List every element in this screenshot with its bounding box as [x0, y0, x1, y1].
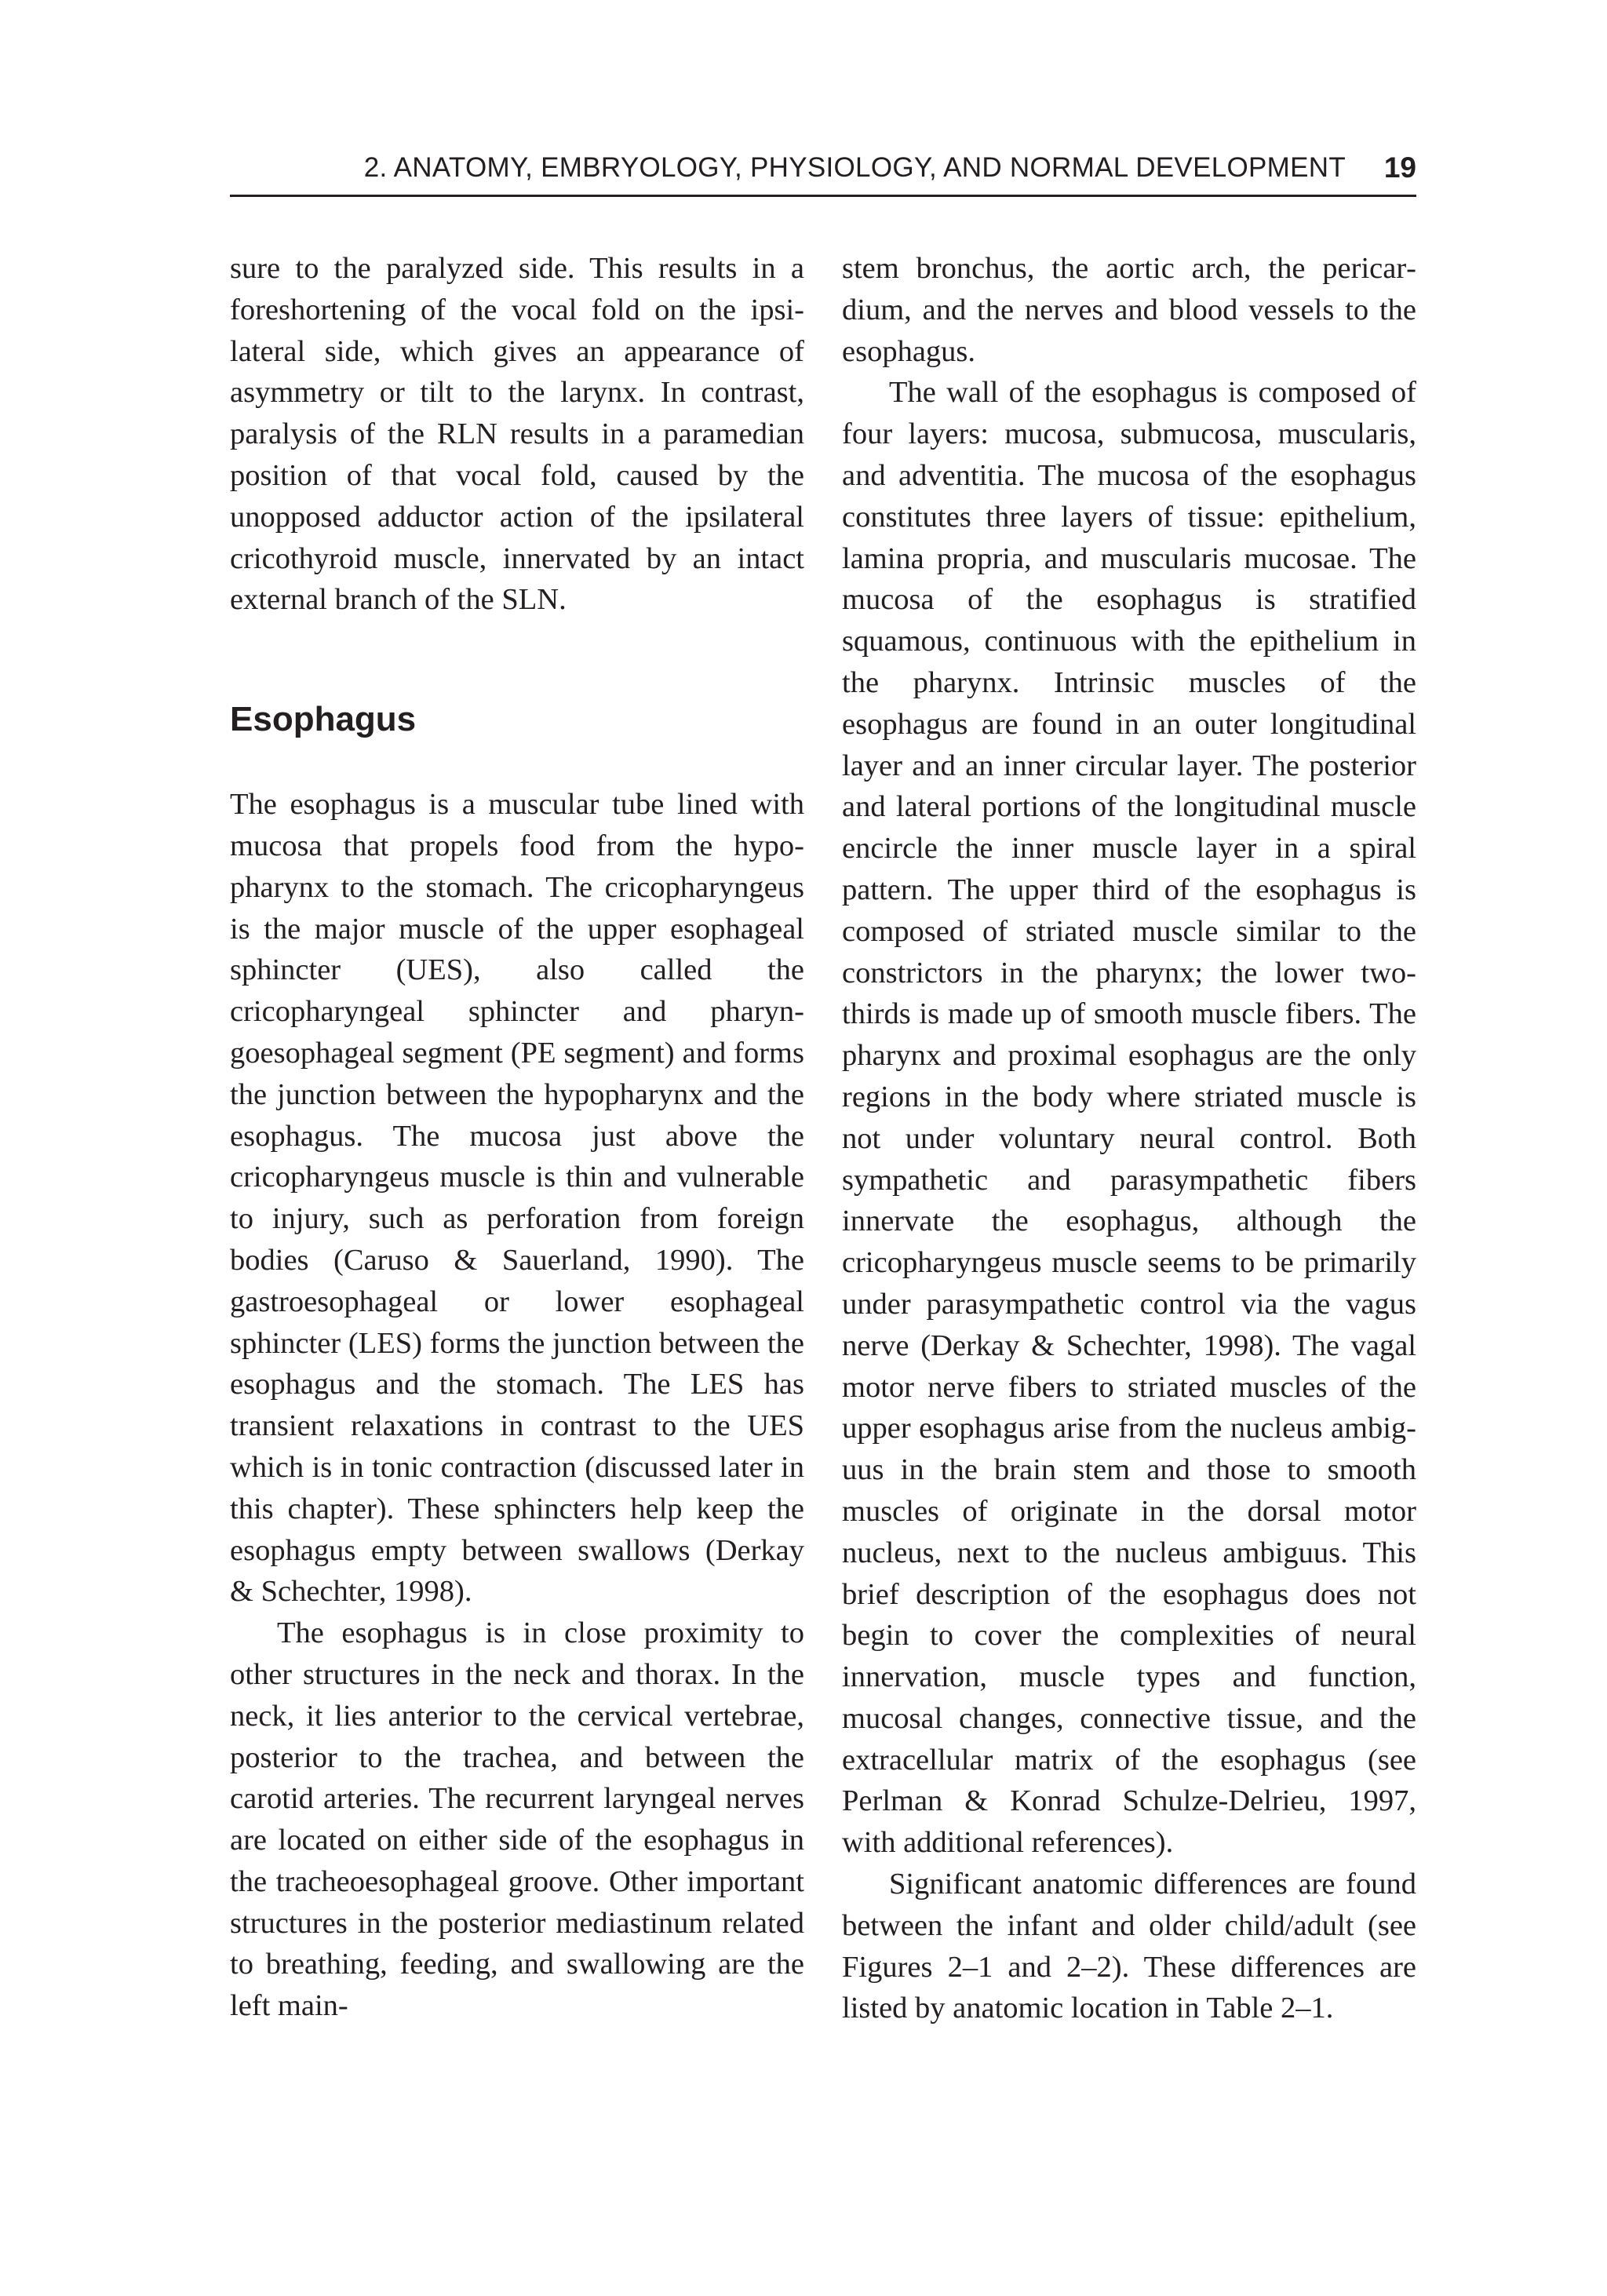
right-column — [842, 248, 1416, 2029]
running-head — [230, 151, 1416, 197]
section-heading-esophagus: Esophagus — [230, 700, 417, 739]
paragraph-esophagus-wall: The wall of the esophagus is composed of four layers: mucosa, submucosa, muscularis, and adventitia. The mucosa of the esophagus constitutes three layers of tissue: epithelium, lamina propria, and muscularis mucosae. The mucosa of the esophagus is stratified squamous, continuous with the epithelium in the pharynx. Intrinsic muscles of the esophagus are found in an outer longitudinal layer and an inner circular layer. The posterior and lateral portions of the longitudinal muscle encircle the inner muscle layer in a spiral pattern. The upper third of the esophagus is composed of striated muscle similar to the constrictors in the pharynx; the lower two-thirds is made up of smooth muscle fibers. The pharynx and proximal esophagus are the only regions in the body where striated muscle is not under voluntary neural control. Both sympathetic and parasympathetic fibers innervate the esophagus, although the cricopharyngeus muscle seems to be primarily under parasympathetic control via the vagus nerve (Derkay & Schechter, 1998). The vagal motor nerve fibers to striated muscles of the upper esophagus arise from the nucleus ambiguus in the brain stem and those to smooth muscles of originate in the dorsal motor nucleus, next to the nucleus ambiguus. This brief description of the esophagus does not begin to cover the complexities of neural innervation, muscle types and function, mucosal changes, connective tissue, and the extracellular matrix of the esophagus (see Perlman & Konrad Schulze-Delrieu, 1997, with additional references). — [842, 376, 1416, 1860]
page-number: 19 — [1383, 151, 1416, 184]
left-column — [230, 248, 804, 2027]
running-head-title: 2. ANATOMY, EMBRYOLOGY, PHYSIOLOGY, AND NORMAL DEVELOPMENT — [363, 152, 1346, 183]
paragraph-esophagus-intro: The esophagus is a muscular tube lined with mucosa that propels food from the hypopharynx to the stomach. The cricopharyngeus is the major muscle of the upper esophageal sphincter (UES), also called the cricopharyngeal sphincter and pharyngoesophageal segment (PE segment) and forms the junction between the hypopharynx and the esophagus. The mucosa just above the cricopharyngeus muscle is thin and vulnerable to injury, such as perforation from foreign bodies (Caruso & Sauerland, 1990). The gastroesophageal or lower esophageal sphincter (LES) forms the junction between the esophagus and the stomach. The LES has transient relaxations in contrast to the UES which is in tonic contraction (discussed later in this chapter). These sphincters help keep the esophagus empty between swallows (Derkay & Schechter, 1998). — [230, 788, 804, 1609]
paragraph-continued-right: stem bronchus, the aortic arch, the pericardium, and the nerves and blood vessels to the esophagus. — [842, 252, 1416, 368]
paragraph-continued-left: sure to the paralyzed side. This results in a foreshortening of the vocal fold on the ipsilateral side, which gives an appearance of asymmetry or tilt to the larynx. In contrast, paralysis of the RLN results in a paramedian position of that vocal fold, caused by the unopposed adductor action of the ipsilateral cricothyroid muscle, innervated by an intact external branch of the SLN. — [230, 252, 804, 617]
paragraph-proximity: The esophagus is in close proximity to other structures in the neck and thorax. In the neck, it lies anterior to the cervical vertebrae, posterior to the trachea, and between the carotid arteries. The recurrent laryngeal nerves are located on either side of the esophagus in the tracheoesophageal groove. Other important structures in the posterior mediastinum related to breathing, feeding, and swallowing are the left main- — [230, 1616, 804, 2023]
paragraph-anatomic-differences: Significant anatomic differences are found between the infant and older child/adult (see Figures 2–1 and 2–2). These differences are listed by anatomic location in Table 2–1. — [842, 1868, 1416, 2025]
